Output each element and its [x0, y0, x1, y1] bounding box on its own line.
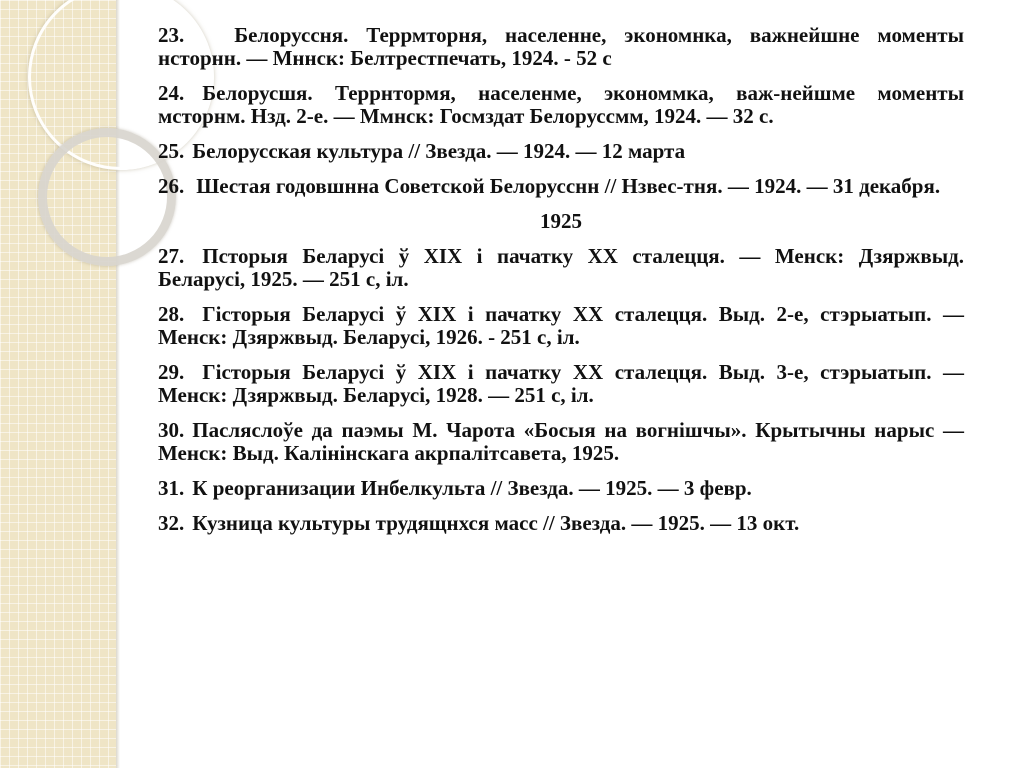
- entry-text: Псторыя Беларусі ў XIX і пачатку XX сталецця. — Менск: Дзяржвыд. Беларусі, 1925. — 251 с, іл.: [158, 244, 964, 291]
- bibliography-entry: [158, 140, 964, 163]
- entry-number: 30.: [158, 418, 185, 442]
- bibliography-entry: [158, 361, 964, 407]
- entry-number: 29.: [158, 360, 185, 384]
- decorative-ring-small: [38, 128, 176, 266]
- bibliography-entry: [158, 175, 964, 198]
- entry-number: 24.: [158, 81, 185, 105]
- entry-text: Белоруссня. Террмторня, населенне, экономнка, важнейшне моменты нсторнн. — Мннск: Белтрестпечать, 1924. - 52 с: [158, 23, 964, 70]
- entry-number: 31.: [158, 476, 185, 500]
- entry-number: 32.: [158, 511, 185, 535]
- entry-text: Белорусшя. Террнтормя, населенме, экономмка, важ-нейшме моменты мсторнм. Нзд. 2-е. — Ммнск: Госмздат Белоруссмм, 1924. — 32 с.: [158, 81, 964, 128]
- bibliography-entry: [158, 419, 964, 465]
- entry-number: 23.: [158, 23, 185, 47]
- bibliography-entry: [158, 303, 964, 349]
- entry-number: 25.: [158, 139, 185, 163]
- bibliography-entry: [158, 24, 964, 70]
- entry-text: Гісторыя Беларусі ў XIX і пачатку XX сталецця. Выд. 2-е, стэрыатып. — Менск: Дзяржвыд. Беларусі, 1926. - 251 с, іл.: [158, 302, 964, 349]
- entry-text: К реорганизации Инбелкульта // Звезда. — 1925. — 3 февр.: [192, 476, 752, 500]
- entry-text: Пасляслоўе да паэмы М. Чарота «Босыя на вогнішчы». Крытычны нарыс — Менск: Выд. Калінінскага акрпалітсавета, 1925.: [158, 418, 964, 465]
- bibliography-entry: [158, 245, 964, 291]
- entry-number: 26.: [158, 174, 185, 198]
- bibliography-entry: [158, 512, 964, 535]
- entry-text: Гісторыя Беларусі ў XIX і пачатку XX сталецця. Выд. 3-е, стэрыатып. — Менск: Дзяржвыд. Беларусі, 1928. — 251 с, іл.: [158, 360, 964, 407]
- entry-number: 27.: [158, 244, 185, 268]
- entry-text: Кузница культуры трудящнхся масс // Звезда. — 1925. — 13 окт.: [192, 511, 800, 535]
- entry-text: Белорусская культура // Звезда. — 1924. — 12 марта: [192, 139, 686, 163]
- bibliography-entry: [158, 82, 964, 128]
- bibliography-list: [158, 24, 964, 547]
- entry-text: Шестая годовшнна Советской Белорусснн // Нзвес-тня. — 1924. — 31 декабря.: [196, 174, 941, 198]
- year-heading: 1925: [540, 209, 582, 233]
- entry-number: 28.: [158, 302, 185, 326]
- bibliography-entry: [158, 477, 964, 500]
